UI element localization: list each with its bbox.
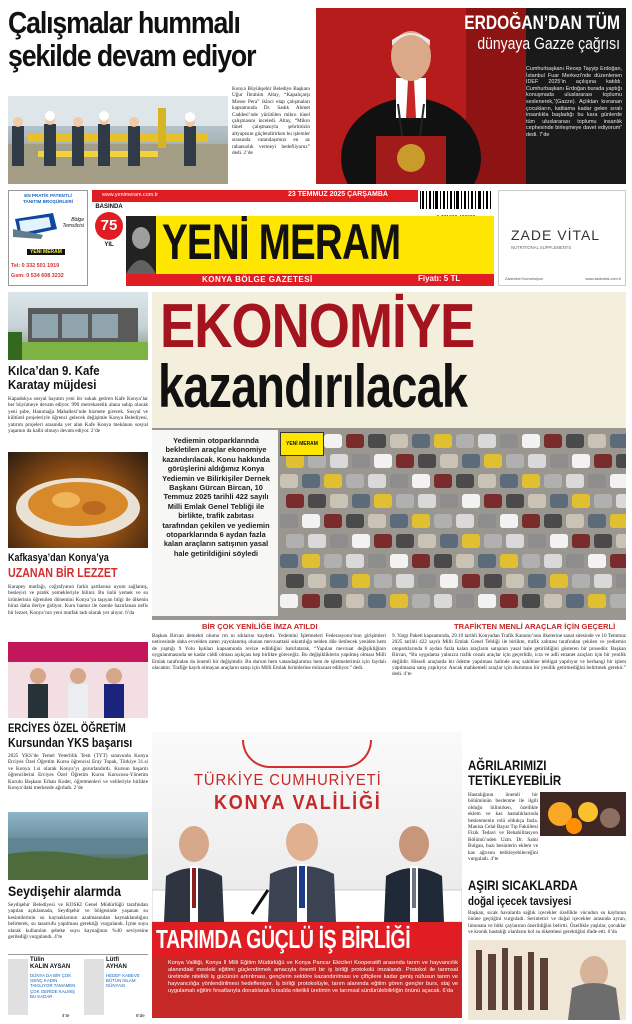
impounded-car	[434, 554, 452, 568]
story-title[interactable]: TETİKLEYEBİLİR	[468, 772, 562, 788]
students-photo	[8, 642, 148, 718]
impounded-car	[522, 594, 540, 608]
masthead[interactable]	[92, 190, 494, 286]
ad-label: Bölge	[71, 217, 84, 223]
impounded-car	[286, 454, 304, 468]
impounded-car	[610, 514, 626, 528]
impounded-car	[352, 574, 370, 588]
anniversary-years: 75	[95, 212, 123, 240]
impounded-car	[500, 594, 518, 608]
ad-phone: Tel: 0 332 501 1919	[11, 263, 60, 269]
impounded-car	[390, 514, 408, 528]
impounded-car	[500, 474, 518, 488]
impounded-car	[418, 534, 436, 548]
ad-line: TANITIM BROŞÜRLERİ	[23, 198, 73, 204]
columnist-page: 4’te	[62, 1013, 70, 1018]
zade-vital-ad[interactable]	[498, 190, 626, 286]
lead-headline-box[interactable]	[152, 292, 626, 428]
columnist-name[interactable]: AYHAN	[106, 964, 127, 970]
ad-brand: YENİ MERAM	[27, 249, 65, 255]
impounded-car	[440, 574, 458, 588]
impounded-car	[324, 554, 342, 568]
impounded-car	[588, 514, 606, 528]
impounded-car	[478, 514, 496, 528]
impounded-car	[456, 474, 474, 488]
impounded-car	[500, 434, 518, 448]
impounded-car	[544, 514, 562, 528]
impounded-car	[324, 474, 342, 488]
impounded-car	[616, 534, 626, 548]
governorship-story[interactable]	[152, 732, 462, 1018]
columnist-name[interactable]: KALIN AYSAN	[30, 964, 71, 970]
impounded-car	[368, 434, 386, 448]
left-column	[8, 292, 148, 1020]
lead-intro-box	[152, 430, 278, 616]
impounded-car	[418, 494, 436, 508]
story-text: Başkan, sıcak havalarda sağlık içecekler özellikle vücudun su kaybının önüne geçtiğini vurguladı. Serinletici ve doğal içecekler arasında ayran, limonata ve bitki çaylarının önerildiğini belirtti. Özellikle yaşlılar, çocuklar ve kronik hastalığı olanların bol su tüketmesi gerektiğini ifade etti. 6’da	[468, 910, 626, 936]
impounded-car	[528, 534, 546, 548]
impounded-car	[434, 434, 452, 448]
impounded-car	[352, 454, 370, 468]
impounded-car	[302, 554, 320, 568]
impounded-car	[286, 494, 304, 508]
story-text: Hastalığının önemli bir bölümünün beslenme ile ilgili olduğu bilinirken, özellikle eklem ve kas hastalıklarında beslenmenin rolü oldukça fazla. Manisa Celal Bayar Tıp Fakültesi Fizik Tedavi ve Rehabilitasyon Bölümü’nden Uzm. Dr. Sami Bulgan, bazı besinlerin eklem ve kas ağrısını tetikleyebileceğini vurguladı. 4’te	[468, 792, 538, 863]
ad-brand: ZADE VİTAL	[511, 227, 601, 243]
impounded-car	[390, 594, 408, 608]
impounded-car	[418, 574, 436, 588]
governorship-text: Konya Valiliği, Konya İl Milli Eğitim Müdürlüğü ve Konya Pancar Ekicileri Kooperatifi arasında tarım ve hayvancılık alanındaki mesleki eğitimi güçlendirmek amacıyla önemli bir iş birliği protokolü imzalandı. Protokol ile tarımsal üretimde nitelikli iş gücünün artırılması, gençlerin sektöre kazandırılması ve çiftçilere kadar geniş nüfusun tarım ve hayvancılığa yönlendirilmesi hedefleniyor. İş birliği protokolüyle, tarım alanında eğitim gören gençler burs, staj ve uygulamalı eğitim fırsatlarıyla donatılarak kırsalda nitelikli üretimin ve tarımsal sürdürülebilirliğin önünü açacak. 6’da	[168, 960, 458, 994]
impounded-car	[572, 574, 590, 588]
story-title[interactable]: Kılca’dan 9. Kafe	[8, 363, 100, 378]
impounded-car	[594, 454, 612, 468]
impounded-car	[456, 434, 474, 448]
impounded-car	[528, 494, 546, 508]
impounded-car	[434, 514, 452, 528]
headline-line: şekilde devam ediyor	[8, 38, 256, 73]
website: www.yenimeram.com.tr	[102, 192, 159, 198]
impounded-car	[522, 434, 540, 448]
impounded-car	[412, 474, 430, 488]
columnist-name[interactable]: Tülin	[30, 957, 45, 963]
impounded-car	[280, 554, 298, 568]
impounded-car	[550, 534, 568, 548]
impounded-car	[588, 554, 606, 568]
story-title[interactable]: Kafkasya’dan Konya’ya	[8, 552, 109, 564]
headline-line: ERDOĞAN’DAN TÜM	[464, 13, 620, 34]
impounded-car	[588, 434, 606, 448]
impounded-car	[456, 554, 474, 568]
impounded-car	[330, 574, 348, 588]
impounded-car	[396, 574, 414, 588]
impounded-car	[456, 594, 474, 608]
impounded-car	[374, 534, 392, 548]
headline-line: Çalışmalar hummalı	[8, 5, 240, 40]
impounded-car	[566, 594, 584, 608]
impounded-car	[346, 554, 364, 568]
food-photo	[540, 792, 626, 836]
impounded-car	[566, 554, 584, 568]
impounded-car	[478, 474, 496, 488]
lead-headline-line1: EKONOMİYE	[160, 292, 475, 361]
impounded-car	[484, 494, 502, 508]
impounded-car	[412, 554, 430, 568]
barcode	[418, 190, 494, 216]
food-photo	[8, 452, 148, 548]
ad-web: www.zadevital.com.tr	[585, 277, 621, 281]
impounded-car	[374, 574, 392, 588]
impounded-car	[506, 454, 524, 468]
impounded-car	[616, 494, 626, 508]
impounded-car	[280, 594, 298, 608]
impounded-car	[352, 534, 370, 548]
impounded-car	[478, 594, 496, 608]
impounded-car	[302, 514, 320, 528]
subhead-2: TRAFİKTEN MENLİ ARAÇLAR İÇİN GEÇERLİ	[454, 622, 616, 631]
impounded-car	[434, 594, 452, 608]
impounded-car	[500, 554, 518, 568]
impounded-car	[528, 574, 546, 588]
impounded-car	[544, 554, 562, 568]
impounded-car	[550, 574, 568, 588]
lead-intro: Yediemin otoparklarında bekletilen araçlar ekonomiye kazandırılacak. Konu hakkında görüşlerini aldığımız Konya Yediemin ve Bilirkişiler Dernek Başkanı Gürcan Bircan, 10 Temmuz 2025 tarihli 422 sayılı Milli Emlak Genel Tebliği ile birlikte, trafik zabıtası tarafından çekilen ve yediemin otoparklarında 6 aydan fazla kalan araçların satışının yasal hale getirildiğini söyledi	[162, 436, 270, 558]
officials-figures	[152, 816, 462, 922]
impounded-car	[308, 534, 326, 548]
story-title[interactable]: Seydişehir alarmda	[8, 883, 121, 899]
impounded-car	[572, 534, 590, 548]
brochure-ad[interactable]	[8, 190, 88, 286]
impounded-car	[522, 474, 540, 488]
impounded-car	[368, 514, 386, 528]
ad-social: Zadevital Konveksiyon	[505, 277, 543, 281]
impounded-car	[528, 454, 546, 468]
impounded-car	[616, 454, 626, 468]
story-text: 2025 YKS’de Temel Yeterlilik Testi (TYT) sınavında Konya Erciyes Özel Öğretim Kursu öğrencisi Eray Topak, Türkiye 31.si ve Konya 1.si olarak Konya’yı gururlandırdı. Kursun başarılı öğrencilerini Erciyes Özel Öğretim Kursu Kurucusu-Yönetim Kurulu Başkanı Erhan Koder, öğretmenleri ve velileriyle birlikte Konya’daki merkezde ağırladı. 2’de	[8, 753, 148, 792]
drinks-photo	[468, 940, 626, 1020]
story-text: Seydişehir Belediyesi ve KOSKİ Genel Müdürlüğü tarafından yapılan açıklamada, Seydişehir ve bölgesinde yaşanan su kesintilerinin su kaynaklarının azalmasından kaynaklandığını belirterek, su tasarrufu yapılması gerektiği vurgulandı. İçme suyu olarak kullanılan şebeke suyu kaynağının %40 seviyesine gerilediği vurgulandı. 4’te	[8, 902, 148, 941]
story-text: Karapey mutfağı, coğrafyanın farklı şartlarına uyum sağlamış, besleyici ve pratik yemekleriyle bilinir. Bu ünlü yemek ve su ürünlerinin öğrenilen dönemini Konya’ya taşıyan bilgi ile ülkenin biraz daha ileriye gidiyor. Kuru hamur ile özenle hazırlanan nefis bir lezzet, Konya’nın yeni mutfak tadı olarak yer alıyor. 6’da	[8, 584, 148, 616]
impounded-car	[390, 554, 408, 568]
impounded-car	[616, 574, 626, 588]
columnist-topic: DÜNYA DA BİR ÇOK GENÇ KADIN TAKILIYOR TAMAMEN ÇOK GERİDE KALMIŞ BU KADAR	[30, 973, 76, 999]
columnist-page: 8’de	[136, 1013, 145, 1018]
impounded-car	[506, 574, 524, 588]
erdogan-headline	[430, 14, 620, 54]
story-title[interactable]: Kursundan YKS başarısı	[8, 735, 133, 750]
photo-badge: YENİ MERAM	[280, 432, 324, 456]
construction-photo	[8, 96, 228, 184]
impounded-car	[544, 434, 562, 448]
impounded-car	[368, 594, 386, 608]
impounded-car	[462, 494, 480, 508]
ad-gsm: Gsm: 0 534 608 3232	[11, 273, 64, 279]
impounded-car	[374, 494, 392, 508]
impounded-car	[500, 514, 518, 528]
impounded-car	[522, 554, 540, 568]
erdogan-story[interactable]	[316, 8, 626, 184]
story-title[interactable]: Karatay müjdesi	[8, 377, 97, 392]
anniversary-yil: YIL	[104, 242, 114, 248]
price: Fiyatı: 5 TL	[418, 274, 461, 283]
impounded-car	[390, 474, 408, 488]
impounded-car	[324, 514, 342, 528]
right-column	[468, 758, 626, 1020]
impounded-car	[594, 494, 612, 508]
lake-photo	[8, 812, 148, 880]
impounded-car	[522, 514, 540, 528]
impounded-car	[308, 494, 326, 508]
impounded-car	[440, 534, 458, 548]
brochure-icon	[13, 209, 59, 241]
impounded-car	[308, 454, 326, 468]
impounded-car	[610, 554, 626, 568]
impounded-car	[286, 574, 304, 588]
impounded-car	[280, 474, 298, 488]
impounded-car	[434, 474, 452, 488]
impounded-car	[412, 434, 430, 448]
story-title[interactable]: AŞIRI SICAKLARDA	[468, 877, 578, 893]
impounded-car	[302, 474, 320, 488]
impounded-car	[396, 454, 414, 468]
sign-line2: KONYA VALİLİĞİ	[214, 792, 382, 814]
impounded-car	[566, 474, 584, 488]
story-title[interactable]: UZANAN BİR LEZZET	[8, 565, 118, 580]
ad-tagline: NUTRITIONAL SUPPLEMENTS	[511, 245, 572, 250]
impounded-car	[352, 494, 370, 508]
impounded-car	[550, 454, 568, 468]
impounded-car	[610, 474, 626, 488]
columnist-name[interactable]: Lütfi	[106, 957, 119, 963]
top-left-story-text: Konya Büyükşehir Belediye Başkanı Uğur İbrahim Altay, “Kapalıçarşı Mosse Pera” ikinci etap çalışmaları kapsamında Dr. Sadık Ahmet Caddesi’nde yürütülen mikro tünel çalışmasını inceledi. Altay, “Mikro tünel çalışmasıyla şehrimizin altyapısını güçlendirirken bu işlemler sırasında vatandaşımızı en az rahatsızlık vermeyi hedefliyoruz” dedi. 2’de	[232, 86, 310, 157]
impounded-car	[544, 474, 562, 488]
impounded-car	[302, 594, 320, 608]
cafe-photo	[8, 292, 148, 360]
impounded-car	[484, 574, 502, 588]
columnist-topic: HEDEF KABEVE BÜTÜN İSLAM DÜNYASI	[106, 973, 140, 989]
impounded-car	[462, 454, 480, 468]
impounded-car	[412, 514, 430, 528]
impounded-car	[566, 434, 584, 448]
impounded-car	[346, 514, 364, 528]
impounded-car	[484, 454, 502, 468]
anniversary-label: BASINDA	[95, 204, 123, 210]
impounded-car	[588, 474, 606, 488]
impounded-car	[374, 454, 392, 468]
impounded-car	[588, 594, 606, 608]
impounded-car	[440, 454, 458, 468]
impounded-car	[478, 554, 496, 568]
columnists	[8, 954, 148, 1020]
newspaper-title: YENİ MERAM	[162, 214, 401, 270]
lead-story-col1: Başkan Bircan demekti olumu rm nı sdılarını kaydettı. Yedemini İşletmeleri Federasyonu’nun girişimleri neticesinde daha evvelden zaten yayınlanmış olunan mevzuattaki sıkıntılığa nelden dile iletilecek yeniden hem de yaptığı 9 Yolu Işıkları kapsamında revize edildiğini hatırlatarak, “Yapılan mevzuat değişikliğinin uygulanmasında ne kadar ciddi olması açıkçası hep birlikte göreceğiz. Bu değişikliklerin yapılmış olması Milli Emlak tarafından da önemli bir değişimdir. Bu durum hem vatandaşlarımız hem de işletmelerimiz için faydalı olacaktır. Trafiğe kaydı olmayan araçların satışı için Milli Emlak birimlerine müracaat ediliyor.” dedi.	[152, 633, 386, 672]
impounded-car	[418, 454, 436, 468]
ad-label: Temsilcisi	[62, 223, 84, 229]
impounded-car	[610, 594, 626, 608]
impounded-car	[346, 594, 364, 608]
impounded-car	[346, 434, 364, 448]
impounded-car	[506, 534, 524, 548]
top-left-headline[interactable]	[8, 6, 310, 72]
headline-line: dünyaya Gazze çağrısı	[477, 34, 620, 53]
impounded-car	[390, 434, 408, 448]
anniversary-badge	[92, 204, 126, 274]
impounded-car	[550, 494, 568, 508]
columnist-photo	[84, 959, 104, 1015]
impounded-car	[396, 494, 414, 508]
impounded-car	[572, 454, 590, 468]
impounded-car	[610, 434, 626, 448]
governorship-headline: TARIMDA GÜÇLÜ İŞ BİRLİĞİ	[156, 924, 411, 954]
impounded-car	[308, 574, 326, 588]
impounded-car	[286, 534, 304, 548]
impounded-car	[462, 534, 480, 548]
columnist-photo	[8, 959, 28, 1015]
impounded-car	[324, 594, 342, 608]
impounded-car	[330, 534, 348, 548]
newspaper-subtitle: KONYA BÖLGE GAZETESİ	[202, 275, 313, 284]
lead-headline-line2: kazandırılacak	[158, 353, 468, 420]
story-title[interactable]: ERCİYES ÖZEL ÖĞRETİM	[8, 721, 126, 735]
impounded-car	[440, 494, 458, 508]
impounded-car	[324, 434, 342, 448]
impounded-car	[462, 574, 480, 588]
impounded-car	[506, 494, 524, 508]
impounded-car	[456, 514, 474, 528]
ad-line: EN PRATİK PATENTLİ	[24, 193, 72, 198]
sign-line1: TÜRKİYE CUMHURİYETİ	[194, 772, 382, 789]
story-text: Kapadokya sosyal hayatın yeni bir sokak getiren Kafe Konya’lar her büyümeye devam ediyor. 990 metrekarelik alana sahip olacak yeni şube, Hanımağa Mahallesi’nde hizmete girecek. Sosyal ve kültürel projeleriyle öğrenci gelecek değişimle Konya Belediyesi, yatırım projeleri arasında yer alan Kafe Konya mekânını sosyal yaşamın da kalbi olmayı devam ediyor. 2’de	[8, 396, 148, 435]
subhead-1: BİR ÇOK YENİLİĞE İMZA ATILDI	[202, 622, 318, 631]
story-title[interactable]: doğal içecek tavsiyesi	[468, 894, 572, 908]
impounded-car	[484, 534, 502, 548]
emblem-icon	[242, 740, 372, 768]
impounded-car	[396, 534, 414, 548]
impounded-car	[594, 574, 612, 588]
impounded-car	[544, 594, 562, 608]
story-title[interactable]: AĞRILARIMIZI	[468, 757, 547, 773]
impounded-car	[572, 494, 590, 508]
impounded-car	[566, 514, 584, 528]
impounded-car	[412, 594, 430, 608]
lead-story-col2: 9. Yargı Paketi kapsamında, 29.10 tarihli Konyadan Trafik Kanunu’nun ilkelerine sanat sitesinde ve 10 Temmuz 2025 tarihli 422 sayılı Milli Emlak Genel Tebliği ile birlikte, trafik zabıtası tarafından çekilen ve yediemin otoparklarında 6 aydan fazla kalan araçların satışının yasal hale getirildiğini gösteren bir prosedür. Başkan Bircan, “Bu uygulama yalnızca trafik cezalı araçlar için geçerlidir, icra ve adli emanet araçları için bir yenilik değildir. Hisseli araçlarda bir ödeme yapılması halinde araç sahibine tebligat yapılıyor ve herhangi bir işlem yapılmazsa satış yapılıyor. Ancak mahkemeli araçlar için durumun bir yenilik getirmediğini belirtmek gerekir.” dedi. 4’te	[392, 633, 626, 678]
erdogan-story-text: Cumhurbaşkanı Recep Tayyip Erdoğan, İstanbul Fuar Merkezi’nde düzenlenen IDEF 2025’in açılışına katıldı. Cumhurbaşkanı Erdoğan burada yaptığı konuşmada uluslararası toplumu seslenerek,“(Gazze). Açlıktan kıvranan çocukların, katliama kadar gelen sıralı insanlıkla başladığı bu kara günlerde tüm uluslararası toplumu insanlık cephesinde birleşmeye davet ediyorum” dedi. 7’de	[526, 66, 622, 138]
impounded-car	[330, 454, 348, 468]
impounded-car	[330, 494, 348, 508]
impounded-car	[368, 474, 386, 488]
founder-portrait	[126, 216, 156, 274]
impounded-car	[478, 434, 496, 448]
impounded-car	[346, 474, 364, 488]
impounded-car	[594, 534, 612, 548]
impounded-car	[368, 554, 386, 568]
impounded-car	[280, 514, 298, 528]
issue-date: 23 TEMMUZ 2025 ÇARŞAMBA	[288, 191, 388, 198]
